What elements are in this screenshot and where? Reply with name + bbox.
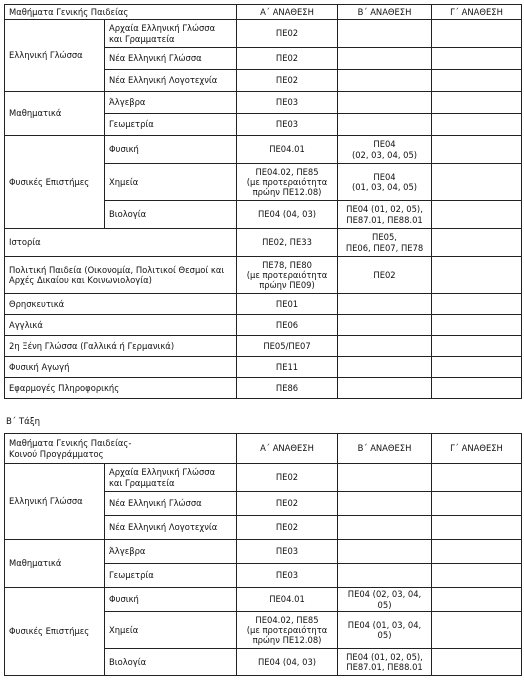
subject-cell: Βιολογία — [105, 201, 237, 229]
b-cell — [338, 315, 432, 336]
a-cell: ΠΕ04.01 — [237, 588, 338, 612]
b-cell: ΠΕ04 (02, 03, 04, 05) — [338, 136, 432, 164]
header-subject: Μαθήματα Γενικής Παιδείας- Κοινού Προγράμματος — [5, 434, 237, 464]
a-cell: ΠΕ02 — [237, 20, 338, 48]
c-cell — [432, 20, 522, 48]
subject-cell: Αρχαία Ελληνική Γλώσσα και Γραμματεία — [105, 464, 237, 492]
a-cell: ΠΕ03 — [237, 564, 338, 588]
b-cell: ΠΕ05, ΠΕ06, ΠΕ07, ΠΕ78 — [338, 229, 432, 257]
group-label: Ελληνική Γλώσσα — [5, 464, 105, 540]
b-cell — [338, 378, 432, 399]
a-cell: ΠΕ04.02, ΠΕ85 (με προτεραιότητα πρώην ΠΕ12.08) — [237, 164, 338, 201]
table-header-row — [5, 5, 522, 20]
a-cell: ΠΕ03 — [237, 114, 338, 136]
header-a-anathesi: Α΄ ΑΝΑΘΕΣΗ — [237, 5, 338, 20]
a-cell: ΠΕ02 — [237, 492, 338, 516]
b-cell — [338, 564, 432, 588]
a-cell: ΠΕ05/ΠΕ07 — [237, 336, 338, 357]
c-cell — [432, 564, 522, 588]
subject-cell: Φυσική — [105, 136, 237, 164]
subject-cell: Άλγεβρα — [105, 92, 237, 114]
subject-cell: Φυσική Αγωγή — [5, 357, 237, 378]
b-cell — [338, 20, 432, 48]
c-cell — [432, 201, 522, 229]
b-cell — [338, 357, 432, 378]
c-cell — [432, 136, 522, 164]
a-cell: ΠΕ02, ΠΕ33 — [237, 229, 338, 257]
c-cell — [432, 378, 522, 399]
b-cell — [338, 516, 432, 540]
header-a-anathesi: Α΄ ΑΝΑΘΕΣΗ — [237, 434, 338, 464]
group-label: Φυσικές Επιστήμες — [5, 588, 105, 676]
b-cell — [338, 294, 432, 315]
group-label: Μαθηματικά — [5, 540, 105, 588]
a-cell: ΠΕ03 — [237, 540, 338, 564]
table-general-education-b — [4, 433, 522, 676]
c-cell — [432, 588, 522, 612]
table-row — [5, 257, 522, 294]
c-cell — [432, 540, 522, 564]
subject-cell: Νέα Ελληνική Γλώσσα — [105, 48, 237, 70]
subject-cell: Χημεία — [105, 164, 237, 201]
table-row — [5, 229, 522, 257]
c-cell — [432, 492, 522, 516]
subject-cell: Βιολογία — [105, 649, 237, 676]
b-cell — [338, 48, 432, 70]
header-b-anathesi: Β΄ ΑΝΑΘΕΣΗ — [338, 434, 432, 464]
section-heading-b-taxi: Β΄ Τάξη — [6, 417, 41, 427]
a-cell: ΠΕ04.02, ΠΕ85 (με προτεραιότητα πρώην ΠΕ12.08) — [237, 612, 338, 649]
b-cell — [338, 492, 432, 516]
table-general-education-a — [4, 4, 522, 399]
a-cell: ΠΕ78, ΠΕ80 (με προτεραιότητα πρώην ΠΕ09) — [237, 257, 338, 294]
table-row — [5, 336, 522, 357]
table-row — [5, 540, 522, 564]
a-cell: ΠΕ04 (04, 03) — [237, 649, 338, 676]
c-cell — [432, 164, 522, 201]
c-cell — [432, 464, 522, 492]
subject-cell: Νέα Ελληνική Λογοτεχνία — [105, 516, 237, 540]
group-label: Μαθηματικά — [5, 92, 105, 136]
table-row — [5, 92, 522, 114]
table-header-row — [5, 434, 522, 464]
b-cell — [338, 464, 432, 492]
subject-cell: Αγγλικά — [5, 315, 237, 336]
a-cell: ΠΕ02 — [237, 70, 338, 92]
c-cell — [432, 649, 522, 676]
b-cell: ΠΕ04 (01, 02, 05), ΠΕ87.01, ΠΕ88.01 — [338, 649, 432, 676]
subject-cell: Άλγεβρα — [105, 540, 237, 564]
subject-cell: 2η Ξένη Γλώσσα (Γαλλικά ή Γερμανικά) — [5, 336, 237, 357]
a-cell: ΠΕ04.01 — [237, 136, 338, 164]
subject-cell: Γεωμετρία — [105, 114, 237, 136]
a-cell: ΠΕ11 — [237, 357, 338, 378]
subject-cell: Εφαρμογές Πληροφορικής — [5, 378, 237, 399]
c-cell — [432, 48, 522, 70]
b-cell: ΠΕ04 (01, 03, 04, 05) — [338, 164, 432, 201]
header-b-anathesi: Β΄ ΑΝΑΘΕΣΗ — [338, 5, 432, 20]
group-label: Ελληνική Γλώσσα — [5, 20, 105, 92]
group-label: Φυσικές Επιστήμες — [5, 136, 105, 229]
a-cell: ΠΕ02 — [237, 516, 338, 540]
c-cell — [432, 315, 522, 336]
table-row — [5, 315, 522, 336]
a-cell: ΠΕ04 (04, 03) — [237, 201, 338, 229]
b-cell — [338, 336, 432, 357]
table-row — [5, 357, 522, 378]
c-cell — [432, 516, 522, 540]
b-cell — [338, 92, 432, 114]
c-cell — [432, 229, 522, 257]
table-row — [5, 136, 522, 164]
b-cell: ΠΕ04 (02, 03, 04, 05) — [338, 588, 432, 612]
c-cell — [432, 336, 522, 357]
b-cell: ΠΕ04 (01, 02, 05), ΠΕ87.01, ΠΕ88.01 — [338, 201, 432, 229]
header-c-anathesi: Γ΄ ΑΝΑΘΕΣΗ — [432, 434, 522, 464]
b-cell — [338, 540, 432, 564]
subject-cell: Γεωμετρία — [105, 564, 237, 588]
header-subject: Μαθήματα Γενικής Παιδείας — [5, 5, 237, 20]
c-cell — [432, 70, 522, 92]
b-cell: ΠΕ02 — [338, 257, 432, 294]
subject-cell: Θρησκευτικά — [5, 294, 237, 315]
c-cell — [432, 294, 522, 315]
subject-cell: Πολιτική Παιδεία (Οικονομία, Πολιτικοί Θεσμοί και Αρχές Δικαίου και Κοινωνιολογία) — [5, 257, 237, 294]
table-row — [5, 588, 522, 612]
a-cell: ΠΕ02 — [237, 464, 338, 492]
a-cell: ΠΕ06 — [237, 315, 338, 336]
subject-cell: Αρχαία Ελληνική Γλώσσα και Γραμματεία — [105, 20, 237, 48]
subject-cell: Ιστορία — [5, 229, 237, 257]
a-cell: ΠΕ86 — [237, 378, 338, 399]
b-cell — [338, 114, 432, 136]
c-cell — [432, 114, 522, 136]
subject-cell: Χημεία — [105, 612, 237, 649]
c-cell — [432, 92, 522, 114]
table-row — [5, 464, 522, 492]
a-cell: ΠΕ01 — [237, 294, 338, 315]
c-cell — [432, 257, 522, 294]
subject-cell: Νέα Ελληνική Λογοτεχνία — [105, 70, 237, 92]
a-cell: ΠΕ02 — [237, 48, 338, 70]
c-cell — [432, 612, 522, 649]
b-cell: ΠΕ04 (01, 03, 04, 05) — [338, 612, 432, 649]
c-cell — [432, 357, 522, 378]
b-cell — [338, 70, 432, 92]
header-c-anathesi: Γ΄ ΑΝΑΘΕΣΗ — [432, 5, 522, 20]
table-row — [5, 378, 522, 399]
table-row — [5, 294, 522, 315]
a-cell: ΠΕ03 — [237, 92, 338, 114]
table-row — [5, 20, 522, 48]
subject-cell: Νέα Ελληνική Γλώσσα — [105, 492, 237, 516]
subject-cell: Φυσική — [105, 588, 237, 612]
